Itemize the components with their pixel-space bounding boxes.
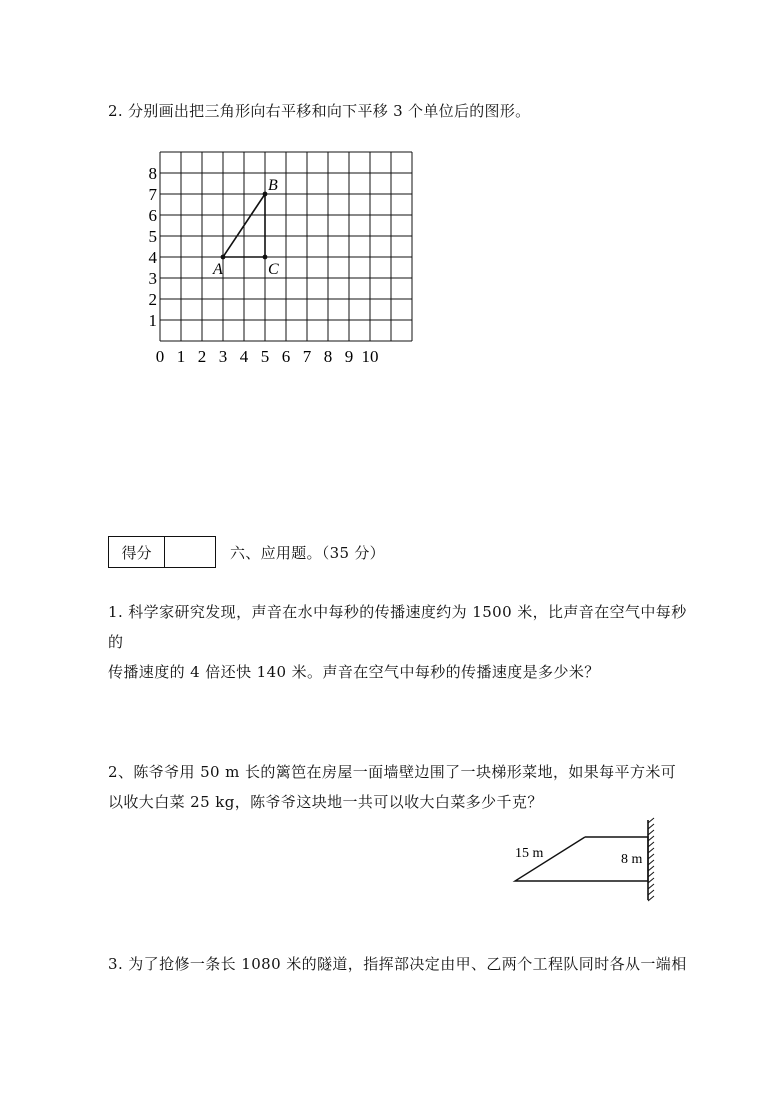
y-tick-label: 7 <box>148 185 157 204</box>
y-tick-label: 2 <box>148 290 157 309</box>
problem-1-line-1: 1. 科学家研究发现，声音在水中每秒的传播速度约为 1500 米，比声音在空气中每秒的 <box>108 603 687 651</box>
x-tick-label: 6 <box>281 347 291 366</box>
x-tick-label: 4 <box>239 347 249 366</box>
x-tick-label: 10 <box>361 347 379 366</box>
problem-1 <box>108 597 688 687</box>
problem-1-line-2: 传播速度的 4 倍还快 140 米。声音在空气中每秒的传播速度是多少米？ <box>108 663 600 681</box>
point-label-a: A <box>213 261 223 278</box>
x-tick-label: 2 <box>197 347 207 366</box>
y-tick-label: 6 <box>148 206 157 225</box>
point-c <box>263 255 268 260</box>
y-tick-label: 8 <box>148 164 157 183</box>
slant-label: 15 m <box>515 846 544 861</box>
coordinate-grid <box>140 140 440 380</box>
wall-hatching <box>648 818 654 901</box>
question-2-text: 2. 分别画出把三角形向右平移和向下平移 3 个单位后的图形。 <box>108 102 531 120</box>
x-tick-label: 3 <box>218 347 228 366</box>
section-6-heading: 六、应用题。（35 分） <box>230 544 385 562</box>
problem-3 <box>108 949 688 979</box>
x-tick-label: 1 <box>176 347 186 366</box>
problem-2-line-1: 2、陈爷爷用 50 m 长的篱笆在房屋一面墙壁边围了一块梯形菜地，如果每平方米可 <box>108 763 677 781</box>
score-box <box>108 536 216 568</box>
score-value-cell[interactable] <box>165 537 215 567</box>
point-label-c: C <box>268 261 279 278</box>
y-tick-label: 4 <box>148 248 157 267</box>
y-tick-label: 5 <box>148 227 157 246</box>
score-label: 得分 <box>109 537 165 567</box>
point-label-b: B <box>268 177 278 194</box>
y-tick-label: 1 <box>148 311 157 330</box>
point-a <box>221 255 226 260</box>
x-tick-label: 7 <box>302 347 312 366</box>
problem-3-line-1: 3. 为了抢修一条长 1080 米的隧道，指挥部决定由甲、乙两个工程队同时各从一端相 <box>108 955 687 973</box>
point-b <box>263 192 268 197</box>
problem-2 <box>108 757 688 817</box>
x-tick-label: 9 <box>344 347 354 366</box>
x-tick-label: 8 <box>323 347 333 366</box>
trapezoid-figure <box>505 815 665 905</box>
x-tick-label: 5 <box>260 347 270 366</box>
y-tick-label: 3 <box>148 269 157 288</box>
problem-2-line-2: 以收大白菜 25 kg，陈爷爷这块地一共可以收大白菜多少千克？ <box>108 793 543 811</box>
height-label: 8 m <box>621 852 643 867</box>
x-tick-label: 0 <box>155 347 165 366</box>
